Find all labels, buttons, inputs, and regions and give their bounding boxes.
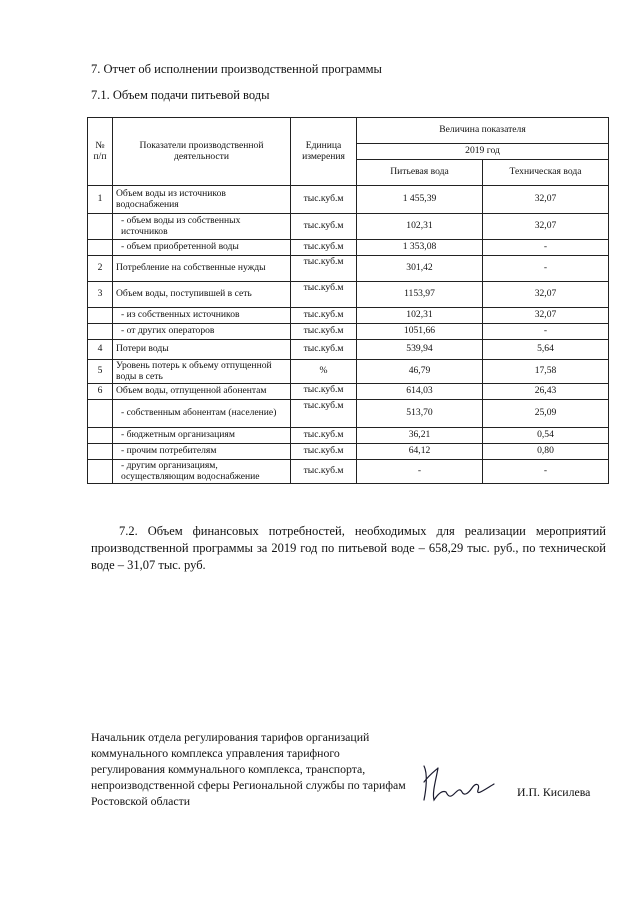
row-unit: тыс.куб.м — [291, 460, 357, 484]
row-indicator: Объем воды, поступившей в сеть — [113, 282, 291, 308]
row-indicator: - бюджетным организациям — [113, 428, 291, 444]
water-supply-table — [87, 117, 609, 484]
row-drinking: 539,94 — [357, 340, 483, 360]
row-technical: - — [483, 324, 609, 340]
row-technical: 5,64 — [483, 340, 609, 360]
row-technical: 0,54 — [483, 428, 609, 444]
row-drinking: 36,21 — [357, 428, 483, 444]
row-unit: тыс.куб.м — [291, 340, 357, 360]
row-indicator: - объем приобретенной воды — [113, 240, 291, 256]
financial-paragraph: 7.2. Объем финансовых потребностей, необходимых для реализации мероприятий производственной программы за 2019 год по питьевой воде – 658,29 тыс. руб., по технической воде – 31,07 тыс. руб. — [91, 524, 606, 572]
header-num: № п/п — [88, 118, 113, 186]
table-row — [88, 240, 609, 256]
row-technical: 32,07 — [483, 282, 609, 308]
table-row — [88, 308, 609, 324]
row-drinking: 1 353,08 — [357, 240, 483, 256]
row-indicator: - от других операторов — [113, 324, 291, 340]
table-row — [88, 186, 609, 214]
row-num — [88, 240, 113, 256]
table-row — [88, 256, 609, 282]
row-technical: 26,43 — [483, 384, 609, 400]
row-indicator: - другим организациям, осуществляющим водоснабжение — [113, 460, 291, 484]
row-unit: тыс.куб.м — [291, 444, 357, 460]
row-indicator: - прочим потребителям — [113, 444, 291, 460]
row-num: 4 — [88, 340, 113, 360]
row-indicator: Потребление на собственные нужды — [113, 256, 291, 282]
row-num: 3 — [88, 282, 113, 308]
table-row — [88, 384, 609, 400]
row-drinking: 513,70 — [357, 400, 483, 428]
row-drinking: 1 455,39 — [357, 186, 483, 214]
table-row — [88, 214, 609, 240]
row-drinking: 102,31 — [357, 308, 483, 324]
row-drinking: 1051,66 — [357, 324, 483, 340]
row-unit: тыс.куб.м — [291, 428, 357, 444]
row-indicator: - из собственных источников — [113, 308, 291, 324]
row-unit: тыс.куб.м — [291, 384, 357, 400]
row-technical: 0,80 — [483, 444, 609, 460]
row-unit: тыс.куб.м — [291, 240, 357, 256]
row-technical: 32,07 — [483, 308, 609, 324]
table-row — [88, 428, 609, 444]
row-drinking: 301,42 — [357, 256, 483, 282]
row-drinking: 64,12 — [357, 444, 483, 460]
section-heading: 7. Отчет об исполнении производственной программы — [91, 62, 382, 76]
row-unit: тыс.куб.м — [291, 282, 357, 308]
header-indicator: Показатели производственной деятельности — [113, 118, 291, 186]
row-drinking: - — [357, 460, 483, 484]
row-num — [88, 214, 113, 240]
table-row — [88, 324, 609, 340]
row-technical: 25,09 — [483, 400, 609, 428]
row-indicator: - собственным абонентам (население) — [113, 400, 291, 428]
row-technical: 17,58 — [483, 360, 609, 384]
row-technical: - — [483, 460, 609, 484]
row-unit: % — [291, 360, 357, 384]
subsection-heading: 7.1. Объем подачи питьевой воды — [91, 88, 270, 102]
row-drinking: 46,79 — [357, 360, 483, 384]
row-indicator: Потери воды — [113, 340, 291, 360]
row-indicator: - объем воды из собственных источников — [113, 214, 291, 240]
header-unit: Единица измерения — [291, 118, 357, 186]
header-drinking: Питьевая вода — [357, 160, 483, 186]
signature-title: Начальник отдела регулирования тарифов организаций коммунального комплекса управления тарифного регулирования коммунального комплекса, транспорта, непроизводственной сферы Региональной службы по тарифам Ростовской области — [91, 730, 406, 808]
row-drinking: 102,31 — [357, 214, 483, 240]
row-num — [88, 308, 113, 324]
row-num — [88, 460, 113, 484]
table-row — [88, 360, 609, 384]
row-unit: тыс.куб.м — [291, 324, 357, 340]
row-indicator: Объем воды из источников водоснабжения — [113, 186, 291, 214]
row-num: 2 — [88, 256, 113, 282]
row-indicator: Уровень потерь к объему отпущенной воды в сеть — [113, 360, 291, 384]
row-drinking: 614,03 — [357, 384, 483, 400]
row-technical: 32,07 — [483, 186, 609, 214]
row-unit: тыс.куб.м — [291, 186, 357, 214]
row-num — [88, 444, 113, 460]
row-unit: тыс.куб.м — [291, 214, 357, 240]
row-technical: - — [483, 240, 609, 256]
row-drinking: 1153,97 — [357, 282, 483, 308]
row-num — [88, 428, 113, 444]
table-row — [88, 400, 609, 428]
handwritten-signature — [418, 760, 498, 806]
row-technical: 32,07 — [483, 214, 609, 240]
header-year: 2019 год — [357, 144, 609, 160]
row-unit: тыс.куб.м — [291, 256, 357, 282]
table-row — [88, 460, 609, 484]
row-technical: - — [483, 256, 609, 282]
row-num: 5 — [88, 360, 113, 384]
row-indicator: Объем воды, отпущенной абонентам — [113, 384, 291, 400]
row-unit: тыс.куб.м — [291, 308, 357, 324]
table-row — [88, 340, 609, 360]
row-num — [88, 400, 113, 428]
row-num: 6 — [88, 384, 113, 400]
table-row — [88, 444, 609, 460]
row-unit: тыс.куб.м — [291, 400, 357, 428]
row-num — [88, 324, 113, 340]
row-num: 1 — [88, 186, 113, 214]
header-value: Величина показателя — [357, 118, 609, 144]
signer-name: И.П. Кисилева — [517, 785, 591, 799]
header-technical: Техническая вода — [483, 160, 609, 186]
table-row — [88, 282, 609, 308]
